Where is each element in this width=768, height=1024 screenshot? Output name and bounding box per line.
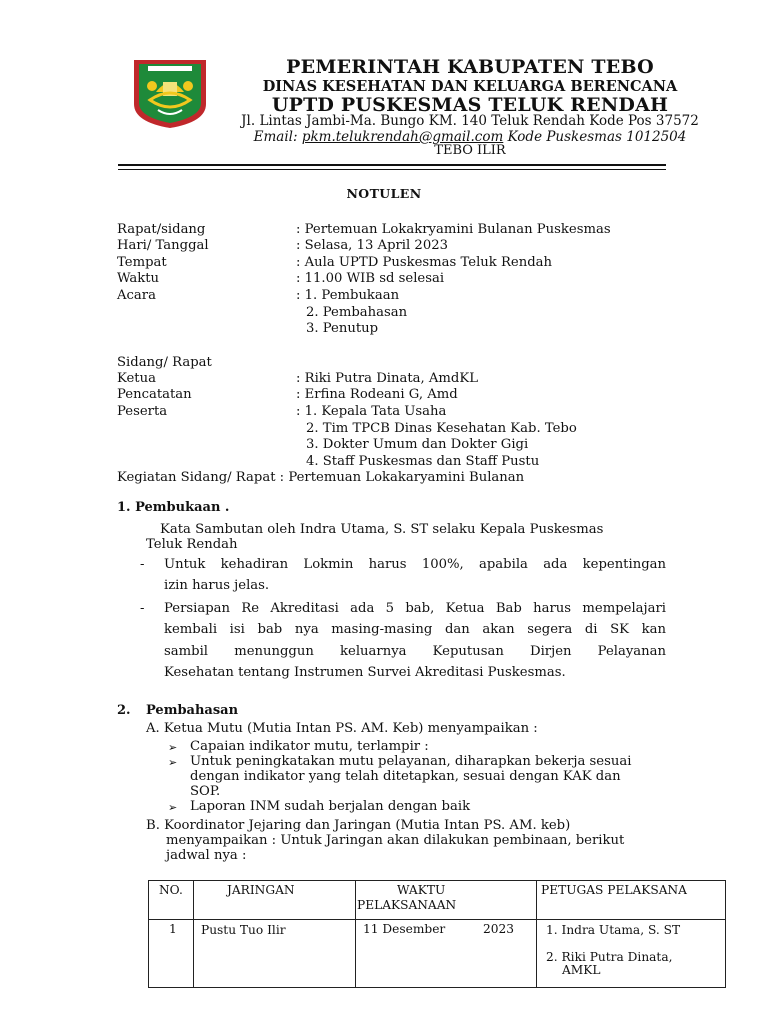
meeting-value: : Riki Putra Dinata, AmdKL (296, 371, 478, 386)
table-cell-petugas: 2. Riki Putra Dinata, (546, 950, 673, 964)
paragraph-line: menyampaikan : Untuk Jaringan akan dilakukan pembinaan, berikut (166, 833, 625, 848)
email-label: Email: (253, 129, 298, 145)
email-link[interactable]: pkm.telukrendah@gmail.com (301, 129, 504, 145)
paragraph-line: Kesehatan tentang Instrumen Survei Akreditasi Puskesmas. (164, 665, 566, 680)
list-item: dengan indikator yang telah ditetapkan, sesuai dengan KAK dan (190, 769, 621, 784)
puskesmas-code: Kode Puskesmas 1012504 (507, 129, 687, 145)
letterhead-address: Jl. Lintas Jambi-Ma. Bungo KM. 140 Teluk Rendah Kode Pos 37572 (241, 113, 699, 129)
kegiatan-line: Kegiatan Sidang/ Rapat : Pertemuan Lokakaryamini Bulanan (117, 470, 525, 485)
table-header-pelaksanaan: PELAKSANAAN (357, 898, 457, 912)
table-divider (193, 881, 194, 987)
list-item: Untuk peningkatakan mutu pelayanan, diharapkan bekerja sesuai (190, 754, 632, 769)
paragraph-line: Untuk kehadiran Lokmin harus 100%, apabila ada kepentingan (164, 557, 666, 572)
list-item: SOP. (190, 784, 221, 799)
meeting-value: : 11.00 WIB sd selesai (296, 271, 445, 286)
arrow-bullet-icon: ➢ (168, 801, 178, 814)
agenda-item: 2. Pembahasan (306, 305, 408, 320)
table-cell-petugas: 1. Indra Utama, S. ST (546, 923, 681, 937)
meeting-label: Acara (117, 288, 156, 303)
bullet-dash: - (140, 601, 145, 616)
arrow-bullet-icon: ➢ (168, 756, 178, 769)
list-item: Laporan INM sudah berjalan dengan baik (190, 799, 471, 814)
meeting-value: : 1. Pembukaan (296, 288, 400, 303)
list-item: Capaian indikator mutu, terlampir : (190, 739, 429, 754)
table-cell-no: 1 (169, 922, 177, 936)
agenda-item: 3. Penutup (306, 321, 379, 336)
meeting-label: Hari/ Tanggal (117, 238, 209, 253)
paragraph-line: kembali isi bab nya masing-masing dan akan segera di SK kan (164, 622, 666, 637)
meeting-label: Waktu (117, 271, 160, 286)
meeting-value: : Pertemuan Lokakryamini Bulanan Puskesmas (296, 222, 611, 237)
meeting-value: : 1. Kepala Tata Usaha (296, 404, 447, 419)
table-cell-waktu-year: 2023 (483, 922, 515, 936)
letterhead-rule-thin (118, 169, 666, 170)
meeting-label: Rapat/sidang (117, 222, 206, 237)
participant-item: 4. Staff Puskesmas dan Staff Pustu (306, 454, 540, 469)
paragraph-line: B. Koordinator Jejaring dan Jaringan (Mutia Intan PS. AM. keb) (146, 818, 571, 833)
meeting-value: : Erfina Rodeani G, Amd (296, 387, 458, 402)
table-divider (149, 919, 725, 920)
document-title: NOTULEN (346, 186, 422, 201)
table-cell-petugas: AMKL (562, 963, 601, 977)
paragraph-line: Teluk Rendah (146, 537, 238, 552)
letterhead-district: TEBO ILIR (434, 143, 506, 158)
letterhead-rule-thick (118, 164, 666, 166)
table-divider (355, 881, 356, 987)
letterhead-line2: DINAS KESEHATAN DAN KELUARGA BERENCANA (262, 78, 678, 95)
participant-item: 2. Tim TPCB Dinas Kesehatan Kab. Tebo (306, 421, 577, 436)
table-cell-waktu-date: 11 Desember (363, 922, 446, 936)
participant-item: 3. Dokter Umum dan Dokter Gigi (306, 437, 529, 452)
paragraph-line: jadwal nya : (166, 848, 247, 863)
paragraph-line: sambil menunggun keluarnya Keputusan Dirjen Pelayanan (164, 644, 666, 659)
meeting-label: Peserta (117, 404, 168, 419)
letterhead-line3: UPTD PUSKESMAS TELUK RENDAH (271, 94, 669, 116)
table-cell-jaringan: Pustu Tuo Ilir (201, 923, 286, 937)
meeting-label: Pencatatan (117, 387, 192, 402)
paragraph-line: Kata Sambutan oleh Indra Utama, S. ST selaku Kepala Puskesmas (160, 522, 604, 537)
paragraph-line: Persiapan Re Akreditasi ada 5 bab, Ketua Bab harus mempelajari (164, 601, 666, 616)
arrow-bullet-icon: ➢ (168, 741, 178, 754)
meeting-value: : Selasa, 13 April 2023 (296, 238, 448, 253)
section-number: 2. (117, 703, 131, 718)
table-header-petugas: PETUGAS PELAKSANA (541, 883, 687, 897)
section-heading: 1. Pembukaan . (117, 500, 230, 515)
government-logo (130, 56, 210, 130)
table-header-waktu: WAKTU (397, 883, 446, 897)
meeting-value: : Aula UPTD Puskesmas Teluk Rendah (296, 255, 552, 270)
meeting-label: Ketua (117, 371, 156, 386)
letterhead-line1: PEMERINTAH KABUPATEN TEBO (286, 56, 654, 78)
bullet-dash: - (140, 557, 145, 572)
paragraph-line: A. Ketua Mutu (Mutia Intan PS. AM. Keb) menyampaikan : (146, 721, 538, 736)
meeting-label: Tempat (117, 255, 167, 270)
section-heading: Pembahasan (146, 703, 239, 718)
table-header-no: NO. (159, 883, 183, 897)
paragraph-line: izin harus jelas. (164, 578, 270, 593)
schedule-table (148, 880, 726, 988)
sidang-label: Sidang/ Rapat (117, 355, 212, 370)
table-header-jaringan: JARINGAN (227, 883, 295, 897)
table-divider (536, 881, 537, 987)
